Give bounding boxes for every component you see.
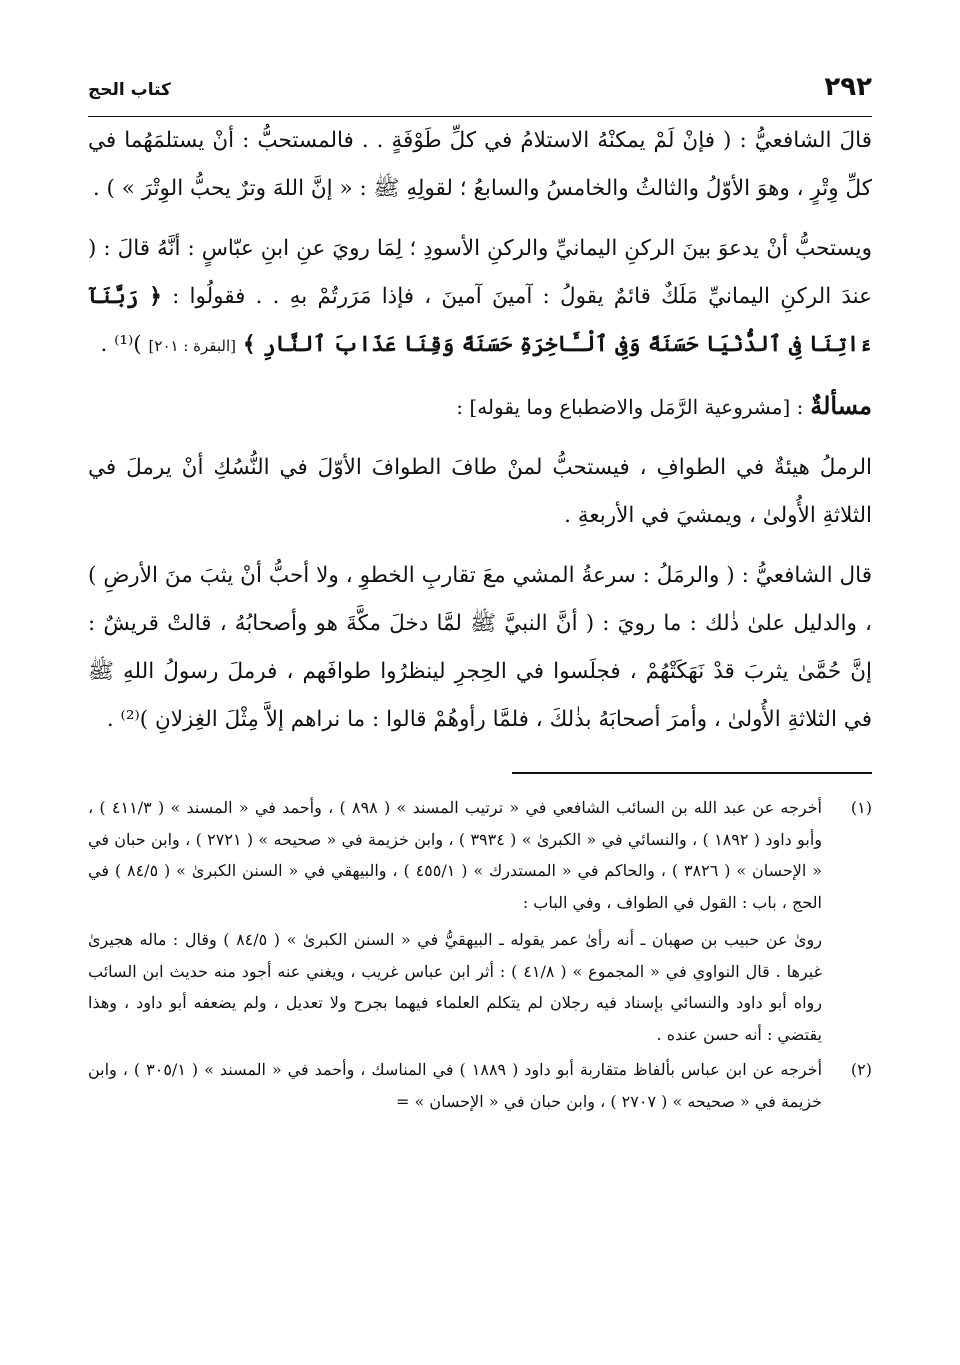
page-header — [88, 72, 872, 117]
page-number: ٢٩٢ — [824, 72, 872, 102]
masala-label: مسألةٌ — [810, 391, 872, 420]
masala-heading — [88, 382, 872, 432]
paragraph-shafii-istilam: قالَ الشافعيُّ : ( فإنْ لَمْ يمكنْهُ الاستلامُ في كلِّ طَوْفَةٍ . . فالمستحبُّ : أنْ يستلمَهُما في كلِّ وِتْرٍ ، وهوَ الأوّلُ والثالثُ والخامسُ والسابعُ ؛ لقولِهِ ﷺ : « إنَّ اللهَ وترٌ يحبُّ الوِتْرَ » ) . — [88, 128, 872, 201]
footnote-1-text: أخرجه عن عبد الله بن السائب الشافعي في « ترتيب المسند » ( ٨٩٨ ) ، وأحمد في « المسند » ( ٤١١/٣ ) ، وأبو داود ( ١٨٩٢ ) ، والنسائي في « الكبرىٰ » ( ٣٩٣٤ ) ، وابن خزيمة في « صحيحه » ( ٢٧٢١ ) ، وابن حبان في « الإحسان » ( ٣٨٢٦ ) ، والحاكم في « المستدرك » ( ٤٥٥/١ ) ، والبيهقي في « السنن الكبرىٰ » ( ٨٤/٥ ) في الحج ، باب : القول في الطواف ، وفي الباب : — [88, 798, 823, 912]
paragraph-raml: الرملُ هيئةٌ في الطوافِ ، فيستحبُّ لمنْ طافَ الطوافَ الأوّلَ في النُّسُكِ أنْ يرملَ في الثلاثةِ الأُولىٰ ، ويمشيَ في الأربعةِ . — [88, 455, 872, 528]
paragraph-dua-rukn — [88, 225, 872, 370]
footnote-2-number: (٢) — [850, 1060, 872, 1079]
footnote-marker-1: )⁽¹⁾ . — [100, 332, 142, 357]
running-title: كتاب الحج — [88, 80, 171, 100]
quran-verse: ﴿ رَبَّنَآ ءَاتِنَا فِى ٱلدُّنْيَا حَسَنَةً وَفِى ٱلْـَٔاخِرَةِ حَسَنَةً وَقِنَا عَذَابَ ٱلنَّارِ ﴾ — [88, 284, 872, 357]
main-text — [88, 117, 872, 744]
footnote-1-continuation: روىٰ عن حبيب بن صهبان ـ أنه رأىٰ عمر يقوله ـ البيهقيُّ في « السنن الكبرىٰ » ( ٨٤/٥ ) وقال : ماله هجيرىٰ غيرها . قال النواوي في « المجموع » ( ٤١/٨ ) : أثر ابن عباس غريب ، ويغني عنه أجود منه حديث ابن السائب رواه أبو داود والنسائي بإسناد فيه رجلان لم يتكلم العلماء فيهما بجرح ولا تعديل ، ولم يضعفه أبو داود ، وهذا يقتضي : أنه حسن عنده . — [88, 930, 823, 1044]
paragraph-shafii-raml: قال الشافعيُّ : ( والرمَلُ : سرعةُ المشي معَ تقاربِ الخطوِ ، ولا أحبُّ أنْ يثبَ منَ الأرضِ ) ، والدليل علىٰ ذٰلك : ما رويَ : ( أنَّ النبيَّ ﷺ لمَّا دخلَ مكَّةَ هو وأصحابُهُ ، قالتْ قريشٌ : إنَّ حُمَّىٰ يثربَ قدْ نَهَكَتْهُمْ ، فجلَسوا في الحِجرِ لينظرُوا طوافَهم ، فرملَ رسولُ اللهِ ﷺ في الثلاثةِ الأُولىٰ ، وأمرَ أصحابَهُ بذٰلكَ ، فلمَّا رأوهُمْ قالوا : ما نراهم إلاَّ مِثْلَ الغِزلانِ )⁽²⁾ . — [88, 563, 872, 732]
footnote-1 — [88, 792, 872, 918]
footnotes — [88, 792, 872, 1117]
masala-title: : [مشروعية الرَّمَل والاضطباع وما يقوله] : — [456, 395, 804, 419]
footnote-1-number: (١) — [850, 798, 872, 817]
footnote-2 — [88, 1054, 872, 1117]
footnote-separator — [512, 772, 872, 774]
footnote-2-text: أخرجه عن ابن عباس بألفاظ متقاربة أبو داود ( ١٨٨٩ ) في المناسك ، وأحمد في « المسند » ( ٣٠٥/١ ) ، وابن خزيمة في « صحيحه » ( ٢٧٠٧ ) ، وابن حبان في « الإحسان » = — [88, 1060, 823, 1111]
page — [88, 72, 872, 1345]
quran-reference: [البقرة : ٢٠١] — [148, 337, 236, 355]
paragraph-dua-text: ويستحبُّ أنْ يدعوَ بينَ الركنِ اليمانيِّ والركنِ الأسودِ ؛ لِمَا رويَ عنِ ابنِ عبّاسٍ : أنَّهُ قالَ : ( عندَ الركنِ اليمانيِّ مَلَكٌ قائمٌ يقولُ : آمينَ آمينَ ، فإذا مَرَرتُمْ بهِ . . فقولُوا : — [88, 236, 872, 309]
